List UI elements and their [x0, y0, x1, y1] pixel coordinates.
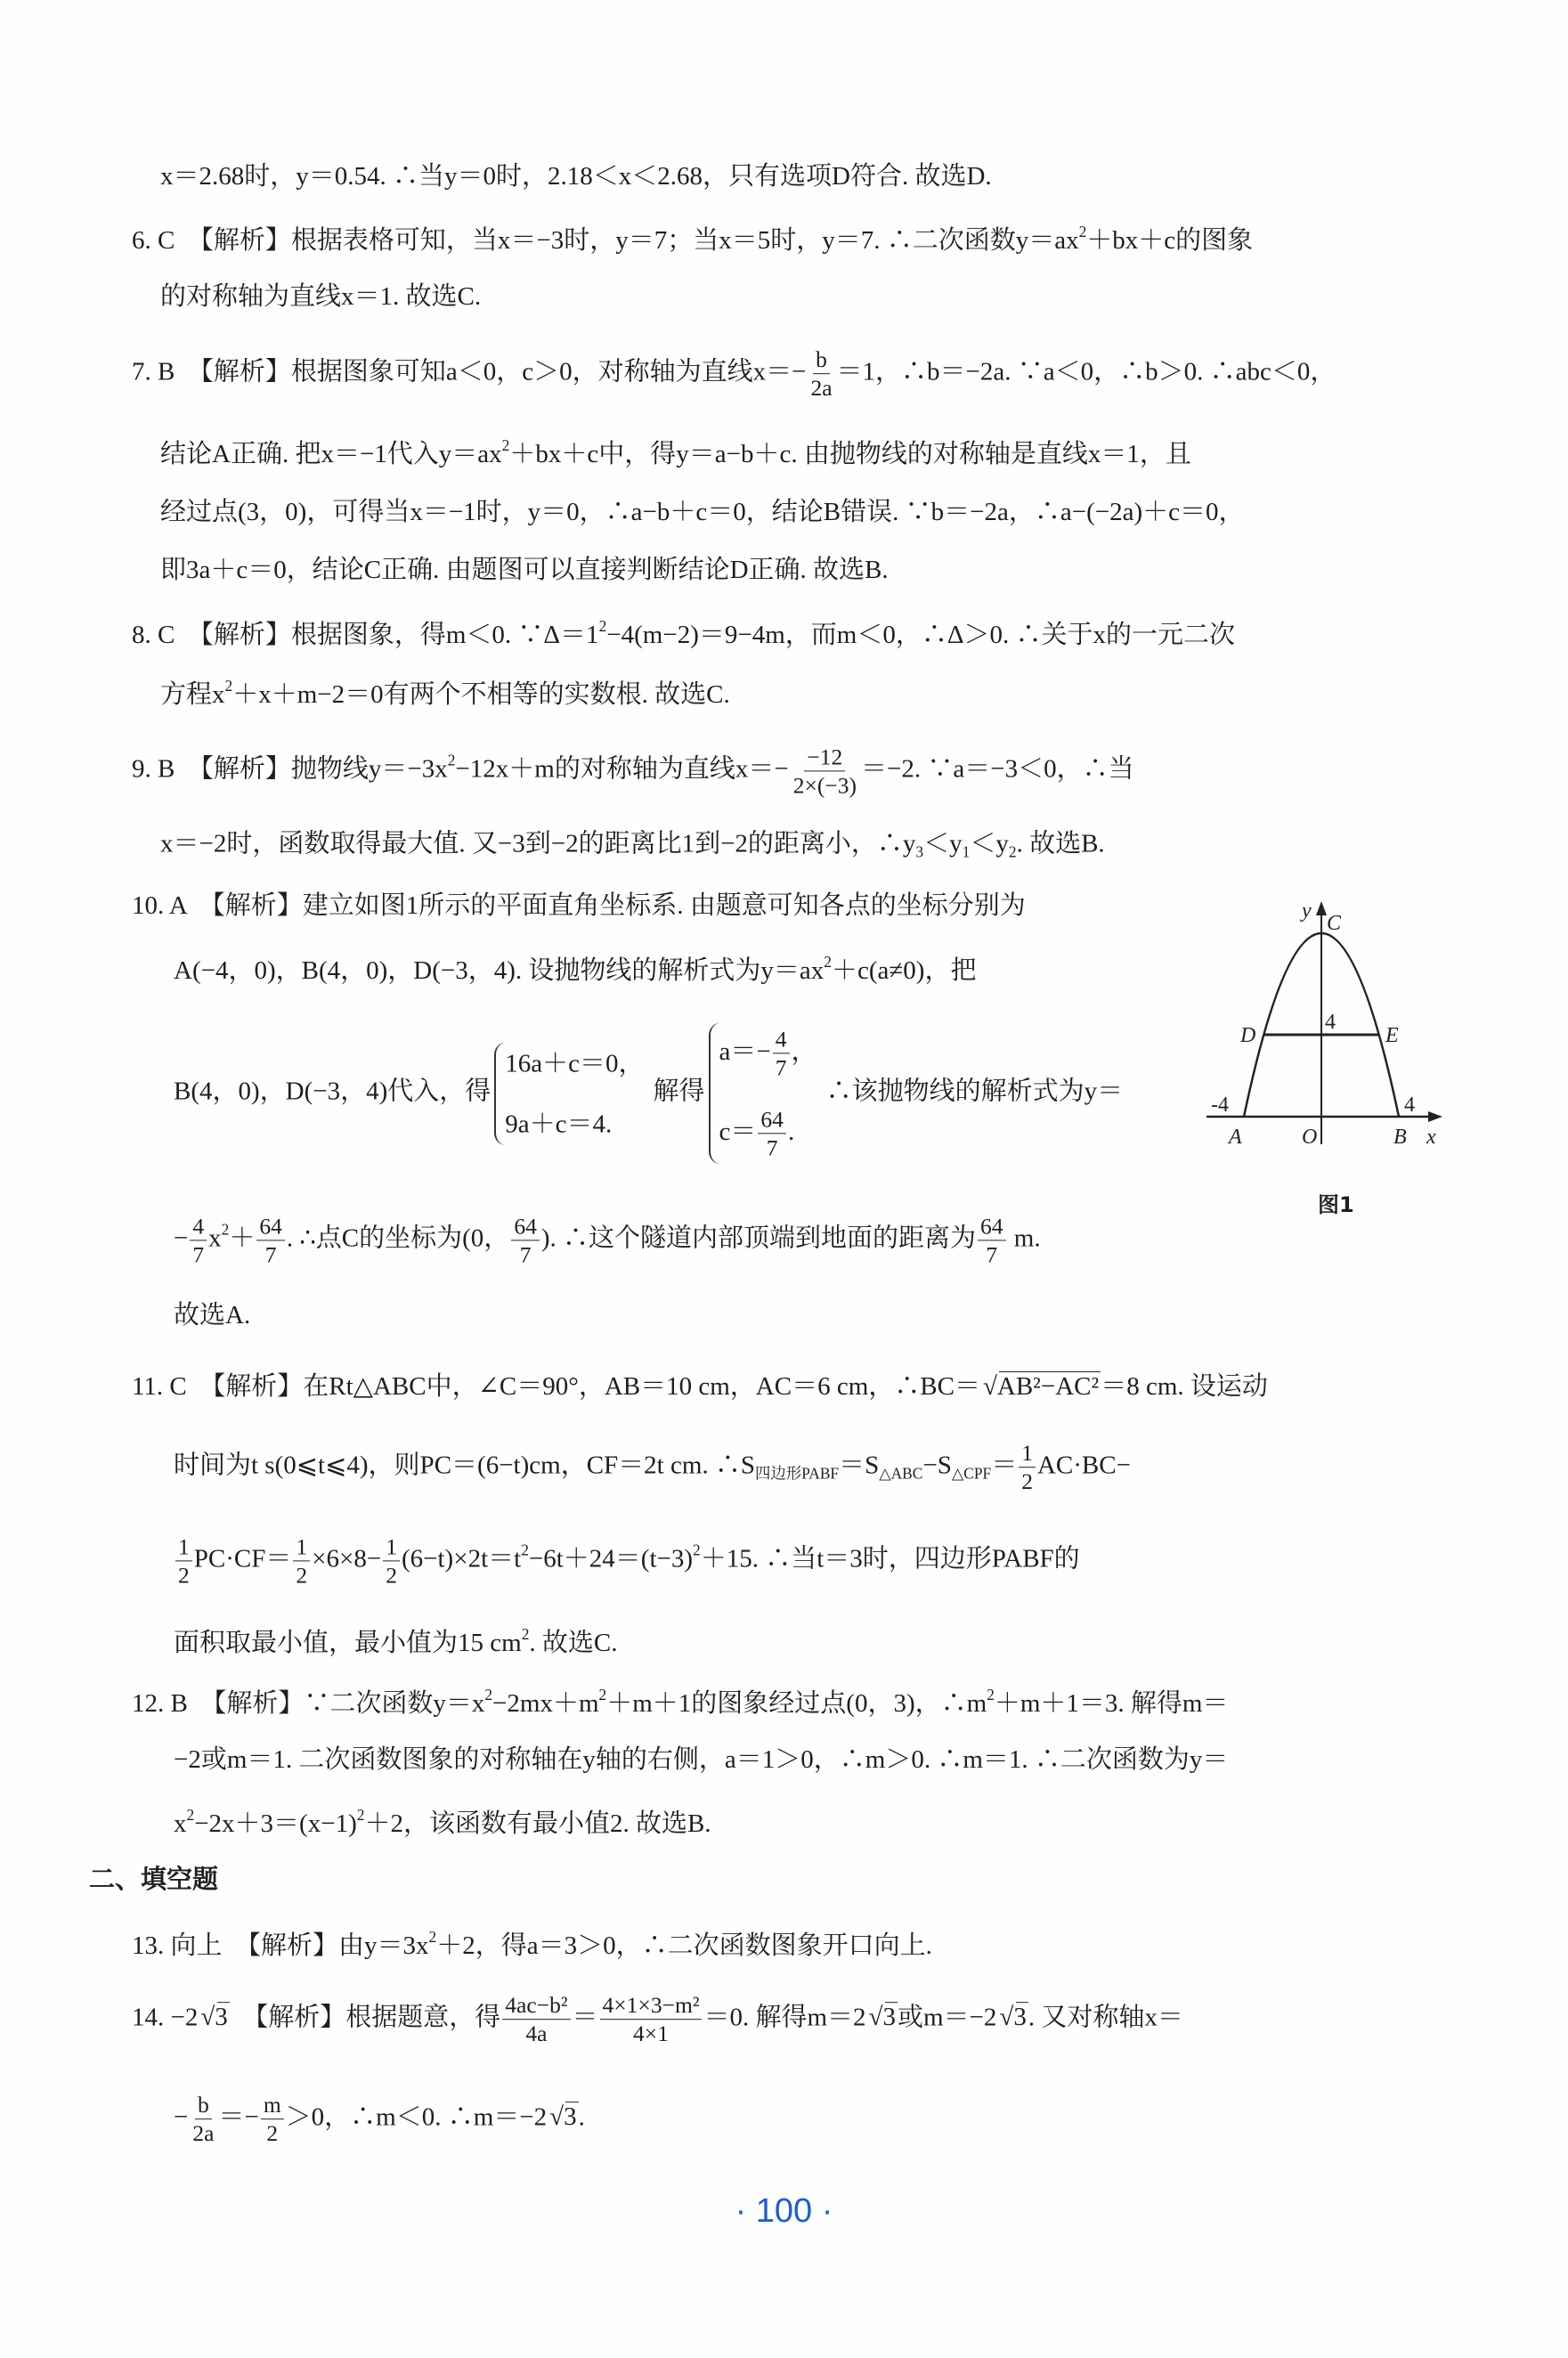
- text-run: ＋x＋m−2＝0有两个不相等的实数根. 故选C.: [232, 680, 730, 710]
- text-run: ＋2，得a＝3＞0，∴二次函数图象开口向上.: [436, 1931, 932, 1961]
- text-run: 10. A 【解析】建立如图1所示的平面直角坐标系. 由题意可知各点的坐标分别为: [132, 891, 1026, 920]
- text-run: ＋2，该函数有最小值2. 故选B.: [364, 1809, 711, 1839]
- radicand: √ 3: [565, 2102, 578, 2132]
- superscript: 2: [598, 1685, 607, 1703]
- superscript: 2: [824, 952, 832, 971]
- label-o: O: [1302, 1126, 1318, 1149]
- text-run: 8. C 【解析】根据图象，得m＜0. ∵Δ＝1: [132, 621, 599, 650]
- superscript: 2: [356, 1805, 365, 1824]
- text-run: 16a＋c＝0，: [505, 1049, 645, 1077]
- text-run: B(4，0)，D(−3，4)代入，得: [174, 1077, 492, 1106]
- text-run: ＋m＋1＝3. 解得m＝: [994, 1689, 1229, 1719]
- label-minus-4: -4: [1211, 1094, 1229, 1117]
- text-run: 14. −2: [132, 2003, 199, 2032]
- label-a: A: [1229, 1126, 1242, 1149]
- denominator: 2a: [810, 375, 833, 402]
- page-number: · 100 ·: [735, 2192, 833, 2230]
- text-run: ＋15. ∴当t＝3时，四边形PABF的: [700, 1544, 1080, 1573]
- numerator: 1: [383, 1533, 400, 1561]
- text-run: ＝−: [218, 2102, 259, 2132]
- denominator: 4a: [525, 2021, 548, 2047]
- text-run: 解得: [653, 1077, 705, 1106]
- text-run: ＝1，∴b＝−2a. ∵a＜0，∴b＞0. ∴abc＜0，: [836, 357, 1336, 386]
- radicand: √ AB²−AC²: [999, 1371, 1101, 1401]
- numerator: b: [813, 346, 830, 374]
- text-run: −2x＋3＝(x−1): [194, 1809, 357, 1839]
- text-run: . 又对称轴x＝: [1028, 2003, 1183, 2032]
- text-run: ＋bx＋c中，得y＝a−b＋c. 由抛物线的对称轴是直线x＝1，且: [509, 440, 1191, 469]
- denominator: 2×(−3): [792, 772, 857, 799]
- text-run: 13. 向上 【解析】由y＝3x: [132, 1931, 429, 1961]
- denominator: 7: [192, 1241, 205, 1268]
- text-run: ＜y: [923, 829, 963, 858]
- text-run: 7. B 【解析】根据图象可知a＜0，c＞0，对称轴为直线x＝−: [132, 357, 807, 386]
- superscript: 2: [598, 616, 607, 635]
- radicand: √ 3: [1016, 2003, 1028, 2032]
- label-x: x: [1426, 1126, 1436, 1149]
- figure-caption: 图1: [1318, 1192, 1354, 1217]
- text-run: . 故选B.: [1016, 829, 1105, 858]
- text-run: ＋bx＋c的图象: [1086, 226, 1254, 256]
- text-run: −2或m＝1. 二次函数图象的对称轴在y轴的右侧，a＝1＞0，∴m＞0. ∴m＝1. ∴二次函数为y＝: [174, 1745, 1229, 1774]
- text-run: −4(m−2)＝9−4m，而m＜0，∴Δ＞0. ∴关于x的一元二次: [606, 621, 1235, 650]
- text-run: 6. C 【解析】根据表格可知，当x＝−3时，y＝7；当x＝5时，y＝7. ∴二次函数y＝ax: [132, 226, 1079, 256]
- text-run: ＋m＋1的图象经过点(0，3)，∴m: [606, 1689, 987, 1719]
- text-run: 9. B 【解析】抛物线y＝−3x: [132, 754, 448, 784]
- text-run: ＜y: [970, 829, 1009, 858]
- text-run: 或m＝−2: [897, 2003, 997, 2032]
- text-run: AC·BC−: [1036, 1451, 1131, 1480]
- text-run: .: [578, 2102, 585, 2132]
- superscript: 2: [447, 751, 456, 769]
- text-run: ＝0. 解得m＝2: [703, 2003, 866, 2032]
- text-run: ×6×8−: [312, 1544, 382, 1573]
- denominator: 2: [1021, 1468, 1033, 1495]
- label-e: E: [1385, 1024, 1399, 1047]
- text-run: ＝: [991, 1451, 1018, 1480]
- superscript: 2: [221, 1220, 230, 1239]
- subscript: 1: [962, 842, 971, 861]
- subscript: △CPF: [951, 1464, 992, 1483]
- text-run: −6t＋24＝(t−3): [528, 1544, 694, 1573]
- text-run: 【解析】根据题意，得: [229, 2003, 501, 2032]
- text-run: PC·CF＝: [193, 1544, 292, 1573]
- numerator: 4: [773, 1026, 790, 1053]
- text-run: ＋c(a≠0)，把: [831, 956, 977, 986]
- numerator: 4ac−b²: [502, 1992, 570, 2020]
- text-run: 结论A正确. 把x＝−1代入y＝ax: [160, 440, 502, 469]
- radicand: √ 3: [217, 2003, 230, 2032]
- denominator: 2a: [192, 2120, 215, 2147]
- numerator: 1: [1019, 1440, 1036, 1468]
- numerator: b: [195, 2092, 212, 2119]
- label-y: y: [1302, 899, 1312, 923]
- numerator: 64: [511, 1213, 540, 1240]
- numerator: 64: [256, 1213, 285, 1240]
- text-run: −: [174, 2102, 189, 2132]
- text-run: x: [174, 1809, 187, 1839]
- text-run: ＝−2. ∵a＝−3＜0，∴当: [860, 754, 1134, 784]
- numerator: m: [261, 2092, 284, 2119]
- text-run: c＝: [719, 1117, 757, 1146]
- text-run: −S: [922, 1451, 952, 1480]
- numerator: 1: [293, 1533, 310, 1561]
- text-run: x: [208, 1224, 222, 1253]
- x-axis-arrow-icon: [1428, 1111, 1442, 1122]
- text-run: ∴该抛物线的解析式为y＝: [825, 1077, 1124, 1106]
- superscript: 2: [521, 1541, 529, 1559]
- label-b: B: [1393, 1126, 1407, 1149]
- denominator: 4×1: [633, 2021, 669, 2047]
- superscript: 2: [501, 435, 510, 454]
- numerator: 64: [758, 1106, 786, 1134]
- label-c: C: [1327, 912, 1342, 935]
- text-run: . 故选C.: [529, 1629, 618, 1658]
- text-run: . ∴点C的坐标为(0，: [286, 1224, 510, 1253]
- text-run: −: [174, 1224, 189, 1253]
- denominator: 7: [775, 1054, 787, 1081]
- denominator: 7: [766, 1134, 778, 1161]
- text-run: 二、填空题: [89, 1864, 219, 1894]
- text-run: m.: [1007, 1224, 1041, 1253]
- text-run: ＝: [572, 2003, 598, 2032]
- y-axis-arrow-icon: [1316, 901, 1327, 915]
- text-run: −12x＋m的对称轴为直线x＝−: [455, 754, 789, 784]
- text-run: a＝−: [719, 1037, 771, 1066]
- text-run: 故选A.: [174, 1301, 251, 1329]
- denominator: 7: [519, 1241, 532, 1268]
- superscript: 2: [186, 1805, 195, 1824]
- text-run: 12. B 【解析】∵二次函数y＝x: [132, 1689, 485, 1719]
- text-run: ，: [791, 1037, 817, 1066]
- superscript: 2: [693, 1541, 701, 1559]
- denominator: 2: [178, 1562, 190, 1589]
- text-run: ). ∴这个隧道内部顶端到地面的距离为: [540, 1224, 976, 1253]
- text-run: ＝S: [839, 1451, 880, 1480]
- numerator: −12: [804, 744, 845, 771]
- label-d: D: [1240, 1024, 1256, 1047]
- denominator: 7: [986, 1241, 998, 1268]
- text-run: −2mx＋m: [492, 1689, 599, 1719]
- numerator: 4×1×3−m²: [600, 1992, 703, 2020]
- text-run: 的对称轴为直线x＝1. 故选C.: [160, 282, 482, 311]
- text-run: (6−t)×2t＝t: [401, 1544, 522, 1573]
- superscript: 2: [987, 1685, 995, 1703]
- denominator: 2: [296, 1562, 308, 1589]
- denominator: 7: [264, 1241, 277, 1268]
- numerator: 1: [175, 1533, 192, 1561]
- denominator: 2: [266, 2120, 279, 2147]
- text-run: A(−4，0)，B(4，0)，D(−3，4). 设抛物线的解析式为y＝ax: [174, 956, 825, 986]
- text-run: 11. C 【解析】在Rt△ABC中，∠C＝90°，AB＝10 cm，AC＝6 cm，∴BC＝: [132, 1372, 980, 1401]
- subscript: 3: [915, 842, 924, 861]
- subscript: 四边形PABF: [755, 1464, 840, 1483]
- label-4-height: 4: [1325, 1011, 1336, 1034]
- text-run: ＝8 cm. 设运动: [1101, 1372, 1268, 1401]
- text-run: x＝2.68时，y＝0.54. ∴当y＝0时，2.18＜x＜2.68，只有选项D符合. 故选D.: [160, 162, 992, 191]
- text-run: 即3a＋c＝0，结论C正确. 由题图可以直接判断结论D正确. 故选B.: [160, 556, 889, 584]
- text-run: 时间为t s(0⩽t⩽4)，则PC＝(6−t)cm，CF＝2t cm. ∴S: [174, 1451, 756, 1480]
- text-run: ＋: [229, 1224, 256, 1253]
- subscript: 2: [1008, 842, 1017, 861]
- text-run: ＞0，∴m＜0. ∴m＝−2: [285, 2102, 548, 2132]
- subscript: △ABC: [879, 1464, 923, 1483]
- text-run: 经过点(3，0)，可得当x＝−1时，y＝0，∴a−b＋c＝0，结论B错误. ∵b＝−2a，∴a−(−2a)＋c＝0，: [160, 498, 1245, 526]
- superscript: 2: [428, 1927, 437, 1946]
- text-run: 9a＋c＝4.: [505, 1110, 613, 1138]
- superscript: 2: [1078, 222, 1087, 240]
- denominator: 2: [386, 1562, 397, 1589]
- numerator: 4: [190, 1213, 207, 1240]
- radicand: √ 3: [885, 2003, 898, 2032]
- superscript: 2: [521, 1624, 530, 1643]
- numerator: 64: [978, 1213, 1006, 1240]
- text-run: 面积取最小值，最小值为15 cm: [174, 1629, 522, 1658]
- text-run: x＝−2时，函数取得最大值. 又−3到−2的距离比1到−2的距离小，∴y: [160, 829, 916, 858]
- label-4-x: 4: [1404, 1094, 1415, 1117]
- superscript: 2: [484, 1685, 493, 1703]
- superscript: 2: [224, 676, 233, 695]
- text-run: 方程x: [160, 680, 225, 710]
- text-run: .: [787, 1117, 795, 1146]
